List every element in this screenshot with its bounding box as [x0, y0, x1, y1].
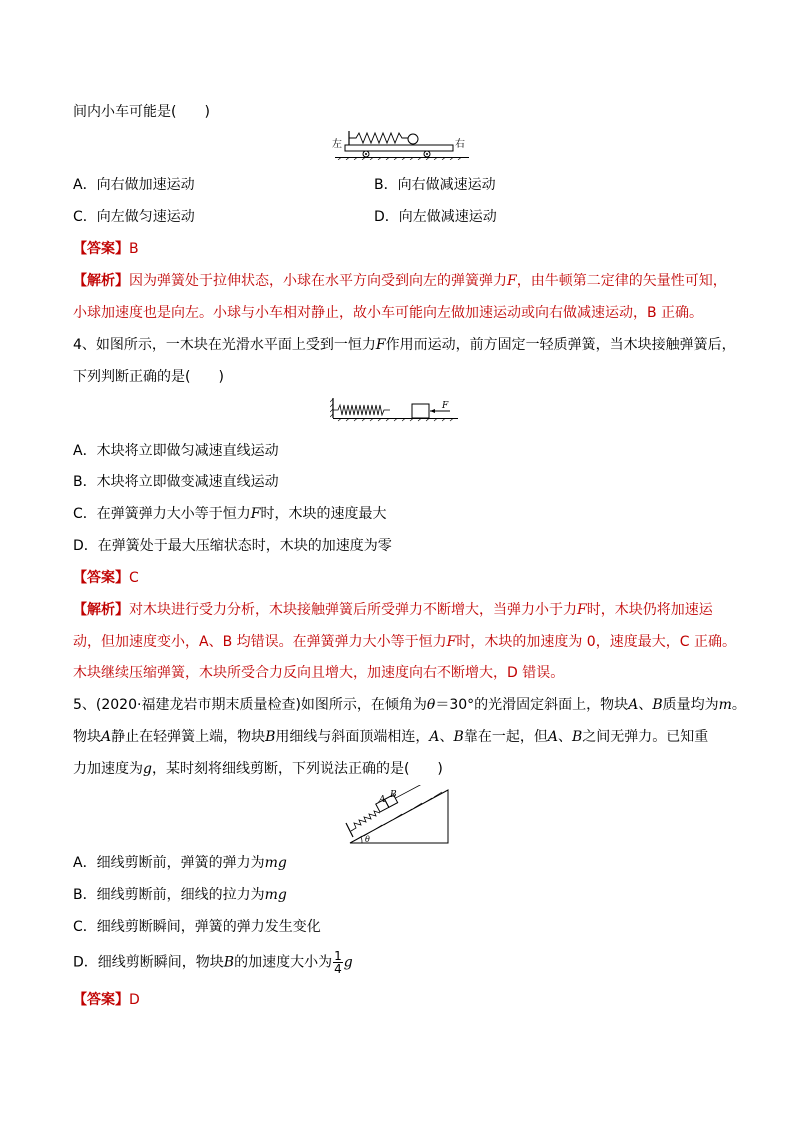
q4-stem-line-2: 下列判断正确的是( )	[73, 369, 224, 385]
fig-left-label: 左	[332, 139, 342, 150]
q4-option-b: B．木块将立即做变减速直线运动	[73, 474, 279, 490]
analysis-label: 【解析】	[73, 273, 129, 289]
incline-figure	[342, 785, 454, 847]
q4-analysis-line-1: 【解析】对木块进行受力分析，木块接触弹簧后所受弹力不断增大，当弹力小于力F时，木块仍将加速运	[73, 602, 713, 618]
q4-option-a: A．木块将立即做匀减速直线运动	[73, 443, 279, 459]
spring	[349, 133, 408, 143]
answer-value: C	[129, 570, 139, 586]
spring-block-figure	[330, 396, 462, 422]
analysis-label: 【解析】	[73, 602, 129, 618]
cart-spring-figure	[332, 128, 472, 160]
q3-option-b: B．向右做减速运动	[374, 177, 496, 193]
q4-answer	[73, 568, 139, 588]
fig-label-a: A	[379, 795, 386, 805]
angle-arc	[361, 837, 362, 843]
q3-option-a: A．向右做加速运动	[73, 177, 195, 193]
q5-option-b: B．细线剪断前，细线的拉力为mg	[73, 887, 287, 903]
q5-stem-line-2: 物块A静止在轻弹簧上端，物块B用细线与斜面顶端相连，A、B靠在一起，但A、B之间无弹力。已知重	[73, 729, 709, 745]
q5-stem-line-3: 力加速度为g，某时刻将细线剪断，下列说法正确的是( )	[73, 761, 443, 777]
answer-label: 【答案】	[73, 241, 129, 257]
incline-hatch	[354, 792, 442, 841]
ball	[408, 134, 418, 144]
q3-analysis-line-1: 【解析】因为弹簧处于拉伸状态，小球在水平方向受到向左的弹簧弹力F，由牛顿第二定律的矢量性可知，	[73, 273, 727, 289]
fig-label-b: B	[390, 790, 397, 800]
q3-option-c: C．向左做匀速运动	[73, 209, 195, 225]
force-label: F	[442, 401, 449, 411]
q5-option-d: D．细线剪断瞬间，物块B的加速度大小为 $\frac{1}{4}$ g	[73, 949, 353, 976]
q4-analysis-line-3: 木块继续压缩弹簧，木块所受合力反向且增大，加速度向右不断增大，D 错误。	[73, 665, 565, 681]
q3-analysis-line-2: 小球加速度也是向左。小球与小车相对静止，故小车可能向左做加速运动或向右做减速运动，B 正确。	[73, 305, 704, 321]
answer-label: 【答案】	[73, 570, 129, 586]
q4-option-c: C．在弹簧弹力大小等于恒力F时，木块的速度最大	[73, 506, 387, 522]
q5-answer	[73, 990, 140, 1010]
q5-option-a: A．细线剪断前，弹簧的弹力为mg	[73, 855, 287, 871]
spring	[333, 405, 390, 415]
answer-label: 【答案】	[73, 992, 129, 1008]
q3-answer	[73, 239, 139, 259]
q4-analysis-line-2: 动，但加速度变小，A、B 均错误。在弹簧弹力大小等于恒力F时，木块的加速度为 0，速度最大，C 正确。	[73, 634, 736, 650]
answer-value: D	[129, 992, 140, 1008]
fraction: $\frac{1}{4}$	[334, 949, 342, 976]
q5-stem-line-1: 5、(2020·福建龙岩市期末质量检查)如图所示，在倾角为θ＝30°的光滑固定斜面上，物块A、B质量均为m。	[73, 697, 746, 713]
cart-body	[345, 145, 453, 151]
answer-value: B	[129, 241, 139, 257]
q3-option-d: D．向左做减速运动	[374, 209, 497, 225]
spring	[351, 811, 380, 831]
q3-stem-tail: 间内小车可能是( )	[73, 104, 210, 120]
q4-option-d: D．在弹簧处于最大压缩状态时，木块的加速度为零	[73, 538, 392, 554]
fig-theta-label: θ	[365, 835, 370, 844]
block	[412, 404, 429, 418]
q5-option-c: C．细线剪断瞬间，弹簧的弹力发生变化	[73, 919, 321, 935]
q4-stem-line-1: 4、如图所示，一木块在光滑水平面上受到一恒力F作用而运动，前方固定一轻质弹簧，当木块接触弹簧后，	[73, 337, 736, 353]
fig-right-label: 右	[455, 139, 465, 150]
